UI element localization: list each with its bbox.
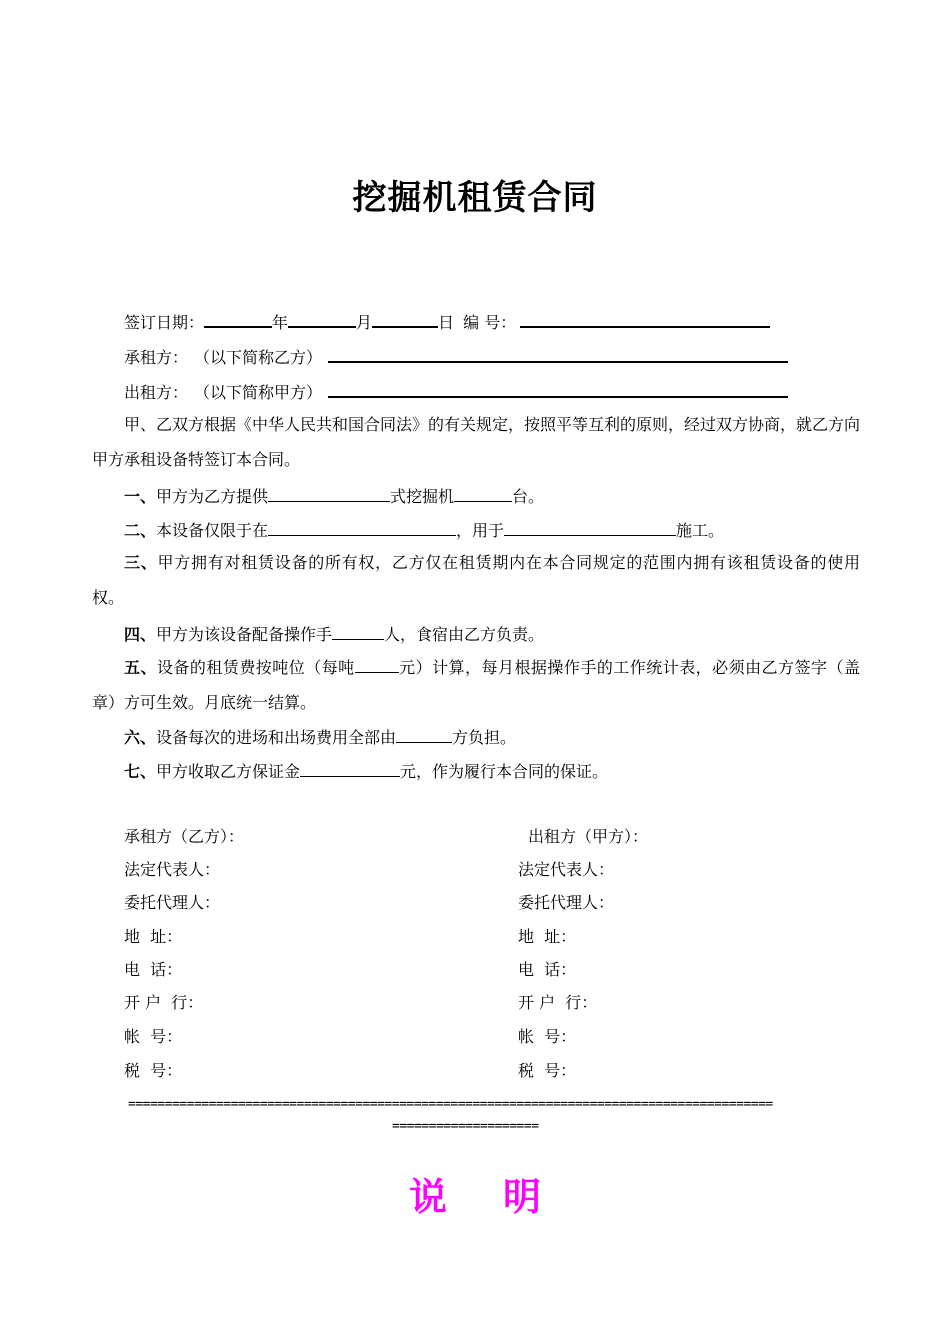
lessor-bank: 开 户 行：: [518, 993, 598, 1012]
purpose-blank: [504, 521, 676, 536]
clause-3-text: 甲方拥有对租赁设备的所有权，乙方仅在租赁期内在本合同规定的范围内拥有该租赁设备的使用权。: [92, 553, 860, 607]
explanation-char-2: 明: [503, 1174, 542, 1219]
rate-blank: [355, 658, 399, 673]
lessee-note: （以下简称乙方）: [202, 348, 323, 367]
clause-6-number: 六、: [124, 728, 157, 747]
clause-1-text-a: 甲方为乙方提供: [156, 487, 269, 506]
year-blank: [204, 310, 272, 328]
lessee-line: [124, 345, 788, 368]
lessor-label: 出租方：: [124, 383, 189, 402]
clause-6-text-a: 设备每次的进场和出场费用全部由: [156, 728, 397, 747]
model-blank: [268, 487, 390, 502]
clause-6-text-b: 方负担。: [452, 728, 517, 747]
separator-line-1: ========================================================================================: [128, 1097, 773, 1112]
lessor-tax-id: 税 号：: [518, 1061, 577, 1080]
clause-4-text-b: 人，食宿由乙方负责。: [384, 625, 545, 644]
clause-1: [92, 479, 860, 514]
deposit-blank: [300, 762, 400, 777]
clause-6: [92, 720, 860, 755]
number-blank: [520, 310, 770, 328]
operator-count-blank: [332, 625, 384, 640]
sign-date-label: 签订日期：: [124, 313, 205, 332]
clause-5: [92, 650, 860, 720]
page-title: 挖掘机租赁合同: [352, 178, 598, 218]
lessor-address: 地 址：: [518, 927, 577, 946]
lessee-agent: 委托代理人：: [124, 893, 221, 912]
intro-paragraph: 甲、乙双方根据《中华人民共和国合同法》的有关规定，按照平等互利的原则，经过双方协商，就乙方向甲方承租设备特签订本合同。: [92, 415, 861, 469]
clause-2-text-c: 施工。: [676, 521, 725, 540]
lessee-blank: [328, 345, 788, 363]
lessee-label: 承租方：: [124, 348, 189, 367]
clause-7-text-a: 甲方收取乙方保证金: [156, 762, 301, 781]
clause-7-text-b: 元，作为履行本合同的保证。: [400, 762, 609, 781]
explanation-char-1: 说: [408, 1174, 447, 1219]
clause-4-number: 四、: [124, 625, 157, 644]
clause-4-text-a: 甲方为该设备配备操作手: [156, 625, 333, 644]
clause-1-number: 一、: [124, 487, 157, 506]
lessee-account: 帐 号：: [124, 1027, 183, 1046]
lessee-tax-id: 税 号：: [124, 1061, 183, 1080]
separator-line-2: ====================: [392, 1119, 539, 1134]
location-blank: [268, 521, 456, 536]
quantity-blank: [454, 487, 512, 502]
clause-1-text-b: 式挖掘机: [390, 487, 455, 506]
lessor-agent: 委托代理人：: [518, 893, 615, 912]
lessee-phone: 电 话：: [124, 960, 183, 979]
month-blank: [288, 310, 356, 328]
month-label: 月: [356, 313, 373, 332]
lessee-bank: 开 户 行：: [124, 993, 204, 1012]
sign-date-line: [124, 310, 770, 333]
lessee-address: 地 址：: [124, 927, 183, 946]
clause-5-text-a: 设备的租赁费按吨位（每吨: [156, 658, 355, 677]
lessee-signature-title: 承租方（乙方）：: [124, 827, 245, 846]
lessor-phone: 电 话：: [518, 960, 577, 979]
clause-7: [92, 754, 860, 789]
clause-2-text-a: 本设备仅限于在: [156, 521, 269, 540]
lessee-legal-rep: 法定代表人：: [124, 860, 221, 879]
lessor-blank: [328, 380, 788, 398]
clause-2-text-b: ，用于: [456, 521, 505, 540]
clause-7-number: 七、: [124, 762, 157, 781]
party-blank: [396, 728, 452, 743]
day-label: 日: [438, 313, 455, 332]
clause-3-number: 三、: [124, 553, 158, 572]
day-blank: [372, 310, 438, 328]
number-label: 编 号：: [463, 313, 517, 332]
lessor-line: [124, 380, 788, 403]
clause-3: [92, 545, 860, 615]
lessor-account: 帐 号：: [518, 1027, 577, 1046]
clause-2-number: 二、: [124, 521, 157, 540]
lessor-signature-title: 出租方（甲方）：: [528, 827, 649, 846]
explanation-heading: [0, 1166, 950, 1221]
clause-1-text-c: 台。: [512, 487, 545, 506]
lessor-note: （以下简称甲方）: [202, 383, 323, 402]
clause-2: [92, 513, 860, 548]
lessor-legal-rep: 法定代表人：: [518, 860, 615, 879]
clause-5-number: 五、: [124, 658, 157, 677]
year-label: 年: [272, 313, 289, 332]
clause-5-text-b: 元）计算，每月根据操作手的工作统计表，必须由乙方签字（盖章）方可生效。月底统一结算。: [92, 658, 860, 712]
clause-4: [92, 617, 860, 652]
